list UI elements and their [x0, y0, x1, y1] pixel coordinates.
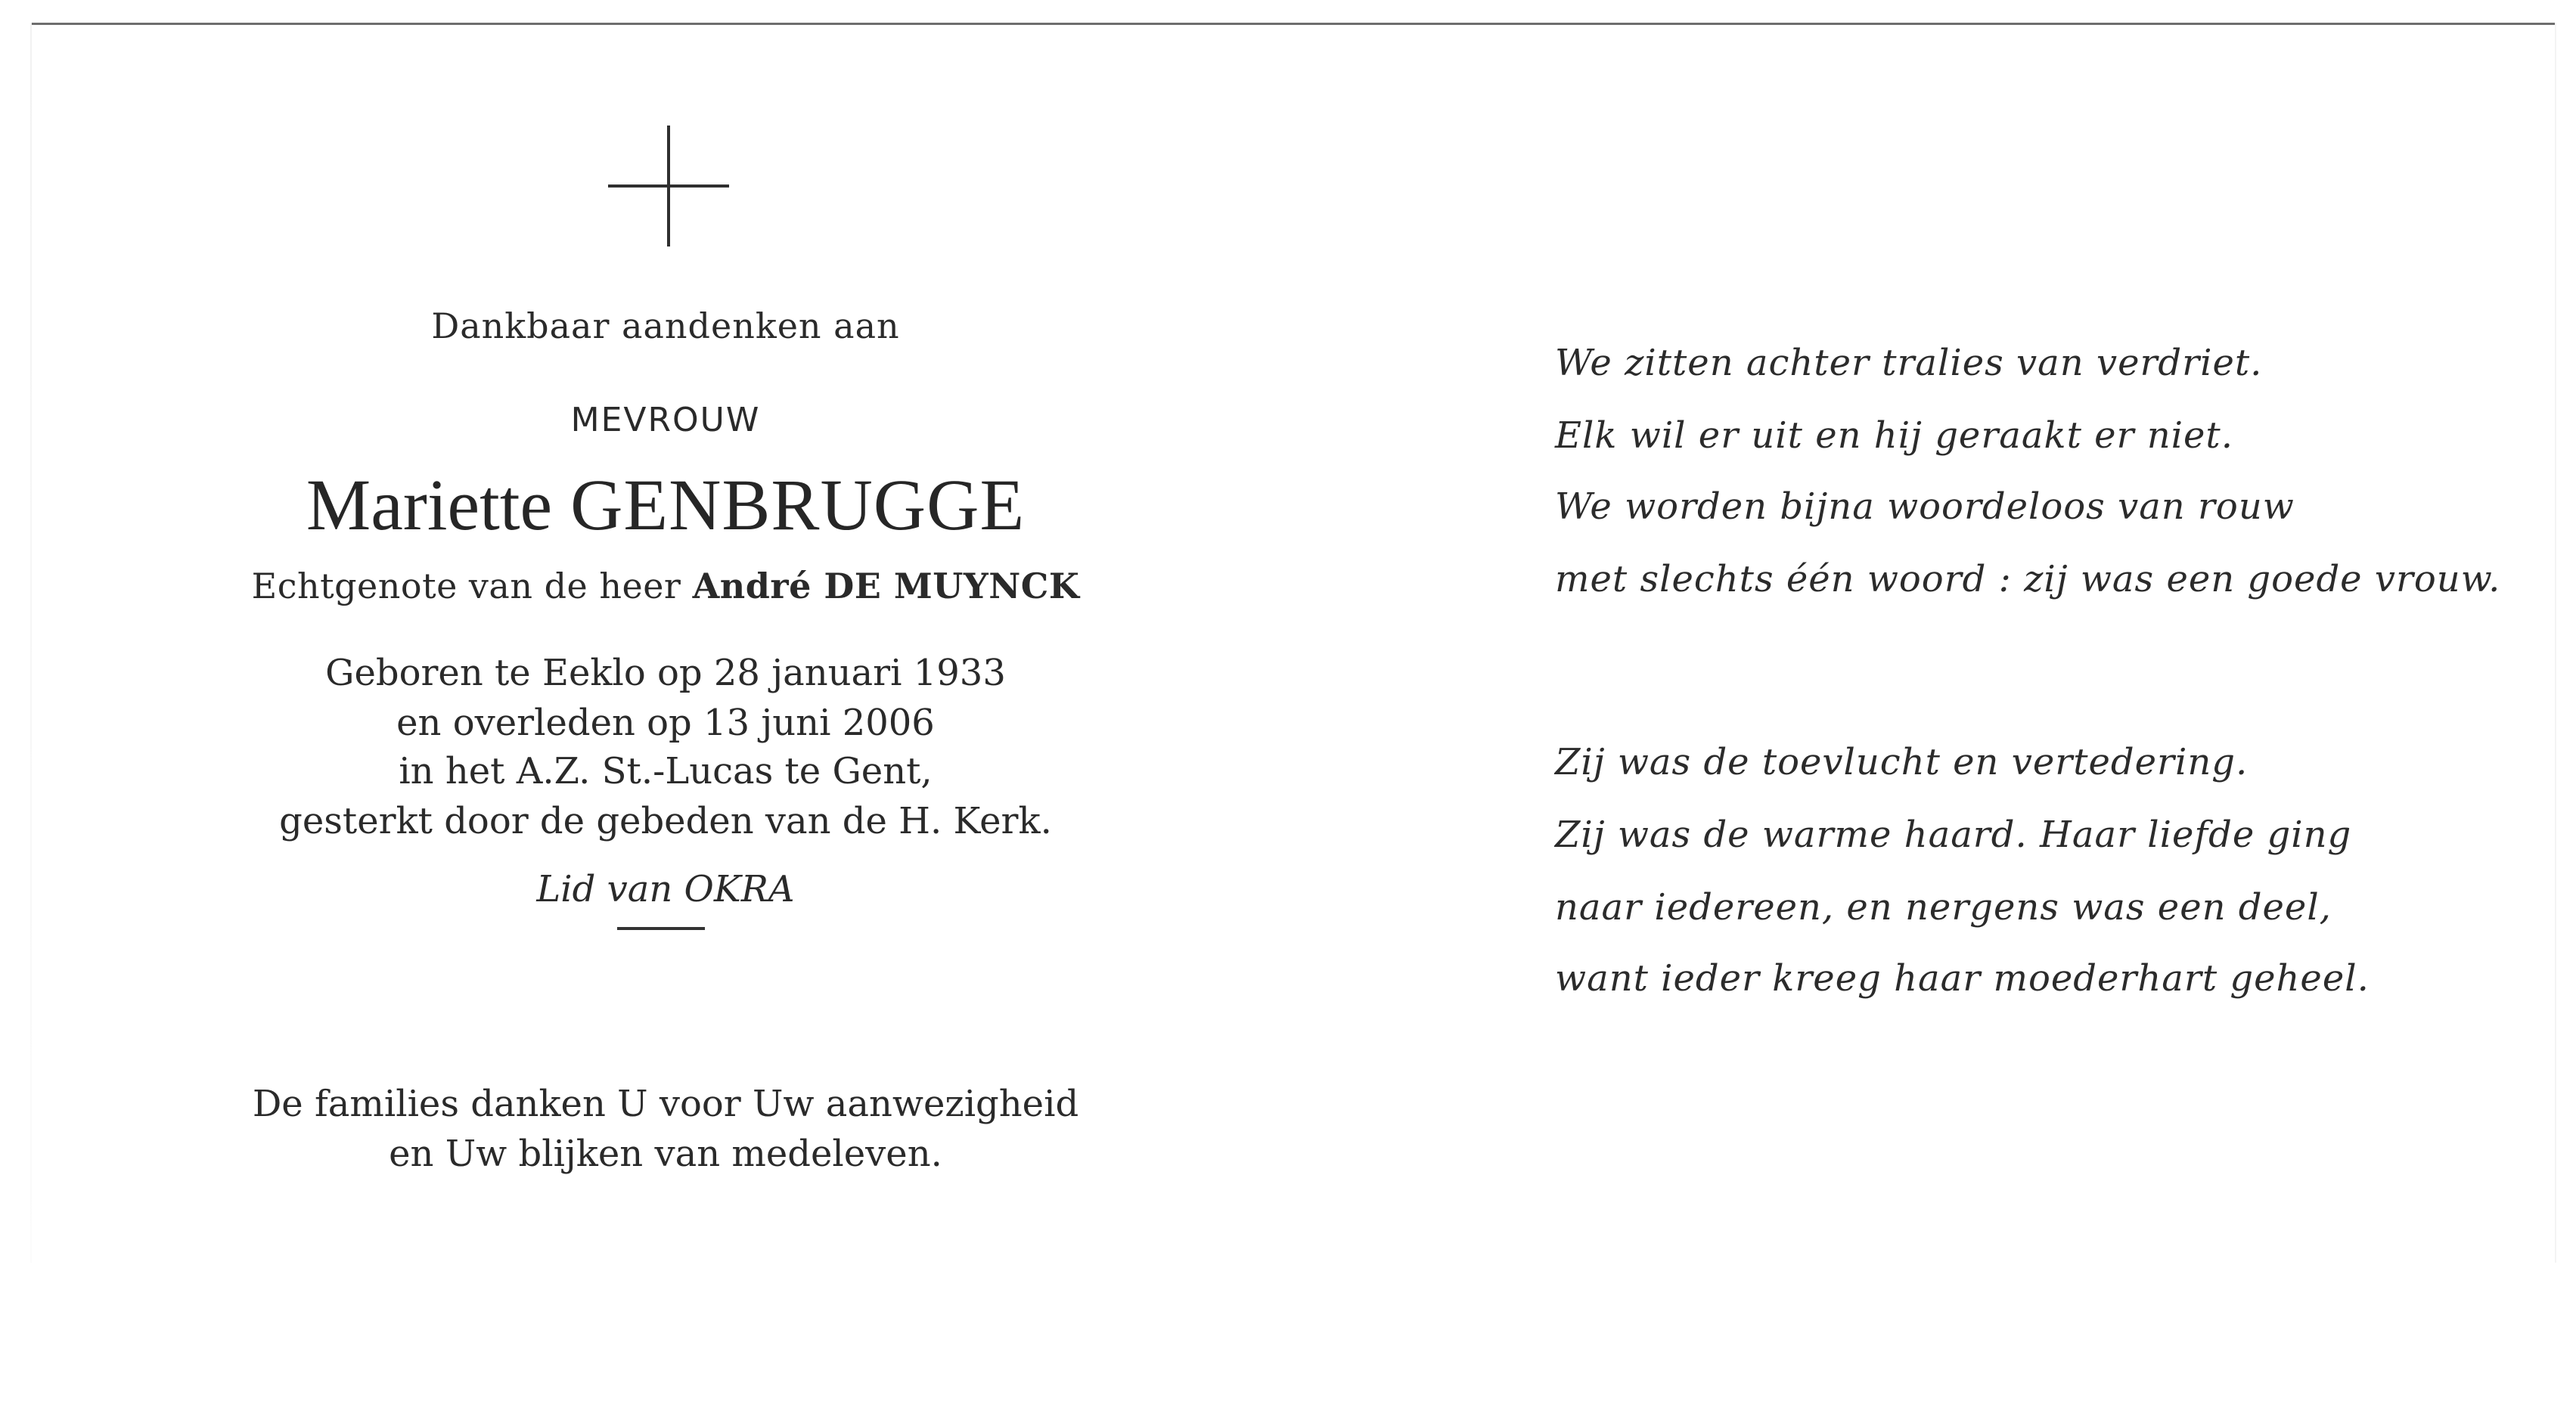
poem-line: Zij was de toevlucht en vertedering. [1555, 741, 2249, 783]
card-left-edge [30, 23, 32, 1263]
poem-line: naar iedereen, en nergens was een deel, [1555, 886, 2332, 929]
surname: GENBRUGGE [570, 464, 1026, 545]
honorific: MEVROUW [570, 401, 761, 439]
poem-line: Elk wil er uit en hij geraakt er niet. [1555, 414, 2233, 457]
cross-horizontal-bar [608, 184, 729, 188]
cross-icon [608, 126, 729, 246]
thanks-line-2: en Uw blijken van medeleven. [389, 1133, 942, 1175]
spouse-prefix: Echtgenote van de heer [251, 566, 681, 606]
poem-line: met slechts één woord : zij was een goede vrouw. [1555, 558, 2501, 600]
card-right-edge [2555, 23, 2556, 1263]
poem-line: want ieder kreeg haar moederhart geheel. [1555, 957, 2370, 1000]
card-top-edge [30, 23, 2556, 25]
membership-line: Lid van OKRA [536, 868, 795, 910]
deceased-name [212, 463, 1119, 547]
church-line: gesterkt door de gebeden van de H. Kerk. [279, 800, 1052, 842]
first-name: Mariette [306, 464, 553, 545]
memorial-card [33, 24, 2559, 1264]
thanks-line-1: De families danken U voor Uw aanwezigheid [252, 1083, 1079, 1125]
poem-line: We zitten achter tralies van verdriet. [1555, 342, 2263, 384]
intro-text: Dankbaar aandenken aan [431, 305, 900, 346]
separator-dash [617, 927, 705, 930]
spouse-name: André DE MUYNCK [692, 566, 1080, 606]
poem-line: We worden bijna woordeloos van rouw [1555, 485, 2295, 528]
spouse-line [212, 566, 1119, 606]
birth-line: Geboren te Eeklo op 28 januari 1933 [325, 652, 1006, 694]
poem-line: Zij was de warme haard. Haar liefde ging [1555, 814, 2352, 856]
death-line: en overleden op 13 juni 2006 [396, 702, 935, 744]
place-line: in het A.Z. St.-Lucas te Gent, [399, 750, 933, 792]
